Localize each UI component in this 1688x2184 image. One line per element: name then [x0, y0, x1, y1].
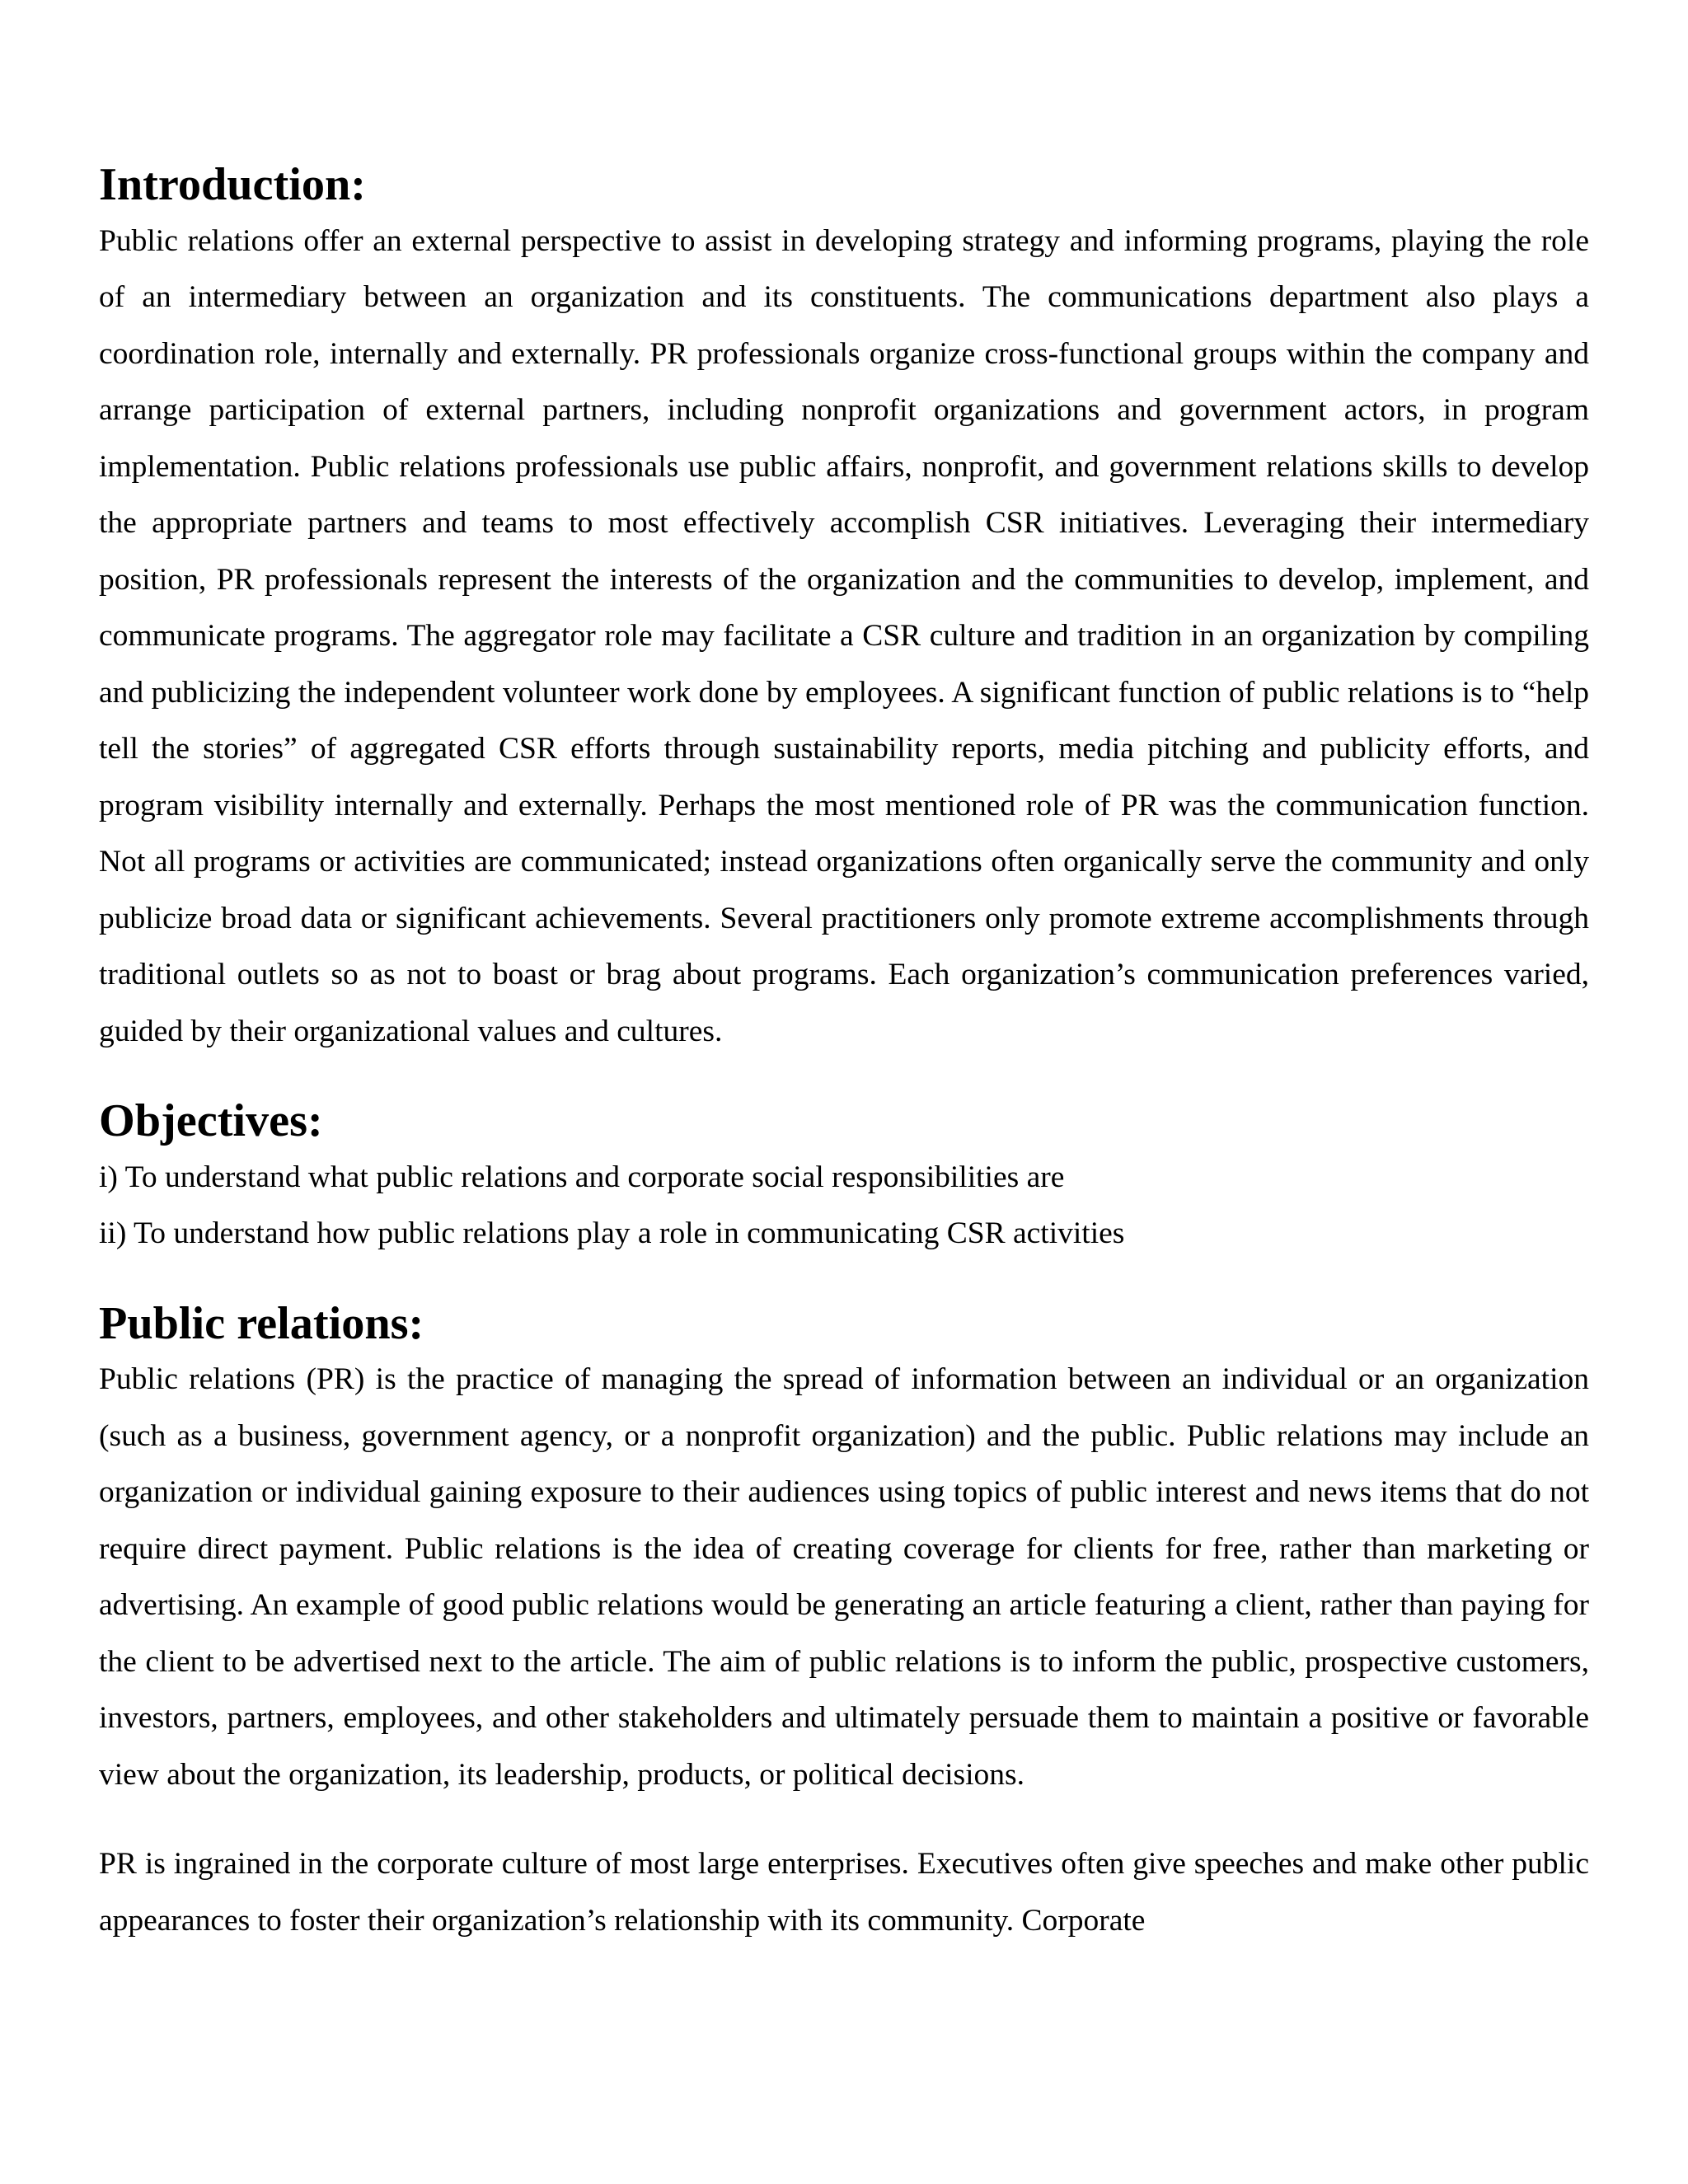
introduction-heading: Introduction: [99, 159, 367, 210]
public-relations-heading: Public relations: [99, 1297, 424, 1349]
public-relations-paragraph-2: PR is ingrained in the corporate culture of most large enterprises. Executives often give speeches and make other public appearances to foster their organization’s relationship with its community. Corporate [99, 1847, 1589, 1938]
objectives-heading: Objectives: [99, 1095, 323, 1146]
introduction-paragraph: Public relations offer an external perspective to assist in developing strategy and informing programs, playing the role of an intermediary between an organization and its constituents. The communications department also plays a coordination role, internally and externally. PR professionals organize cross-functional groups within the company and arrange participation of external partners, including nonprofit organizations and government actors, in program implementation. Public relations professionals use public affairs, nonprofit, and government relations skills to develop the appropriate partners and teams to most effectively accomplish CSR initiatives. Leveraging their intermediary position, PR professionals represent the interests of the organization and the communities to develop, implement, and communicate programs. The aggregator role may facilitate a CSR culture and tradition in an organization by compiling and publicizing the independent volunteer work done by employees. A significant function of public relations is to “help tell the stories” of aggregated CSR efforts through sustainability reports, media pitching and publicity efforts, and program visibility internally and externally. Perhaps the most mentioned role of PR was the communication function. Not all programs or activities are communicated; instead organizations often organically serve the community and only publicize broad data or significant achievements. Several practitioners only promote extreme accomplishments through traditional outlets so as not to boast or brag about programs. Each organization’s communication preferences varied, guided by their organizational values and cultures. [99, 223, 1589, 1048]
public-relations-paragraph-1: Public relations (PR) is the practice of managing the spread of information between an individual or an organization (such as a business, government agency, or a nonprofit organization) and the public. Public relations may include an organization or individual gaining exposure to their audiences using topics of public interest and news items that do not require direct payment. Public relations is the idea of creating coverage for clients for free, rather than marketing or advertising. An example of good public relations would be generating an article featuring a client, rather than paying for the client to be advertised next to the article. The aim of public relations is to inform the public, prospective customers, investors, partners, employees, and other stakeholders and ultimately persuade them to maintain a positive or favorable view about the organization, its leadership, products, or political decisions. [99, 1362, 1589, 1792]
objective-item-2: ii) To understand how public relations play a role in communicating CSR activities [99, 1216, 1125, 1250]
document-page [99, 157, 1589, 1949]
objective-item-1: i) To understand what public relations and corporate social responsibilities are [99, 1160, 1065, 1194]
